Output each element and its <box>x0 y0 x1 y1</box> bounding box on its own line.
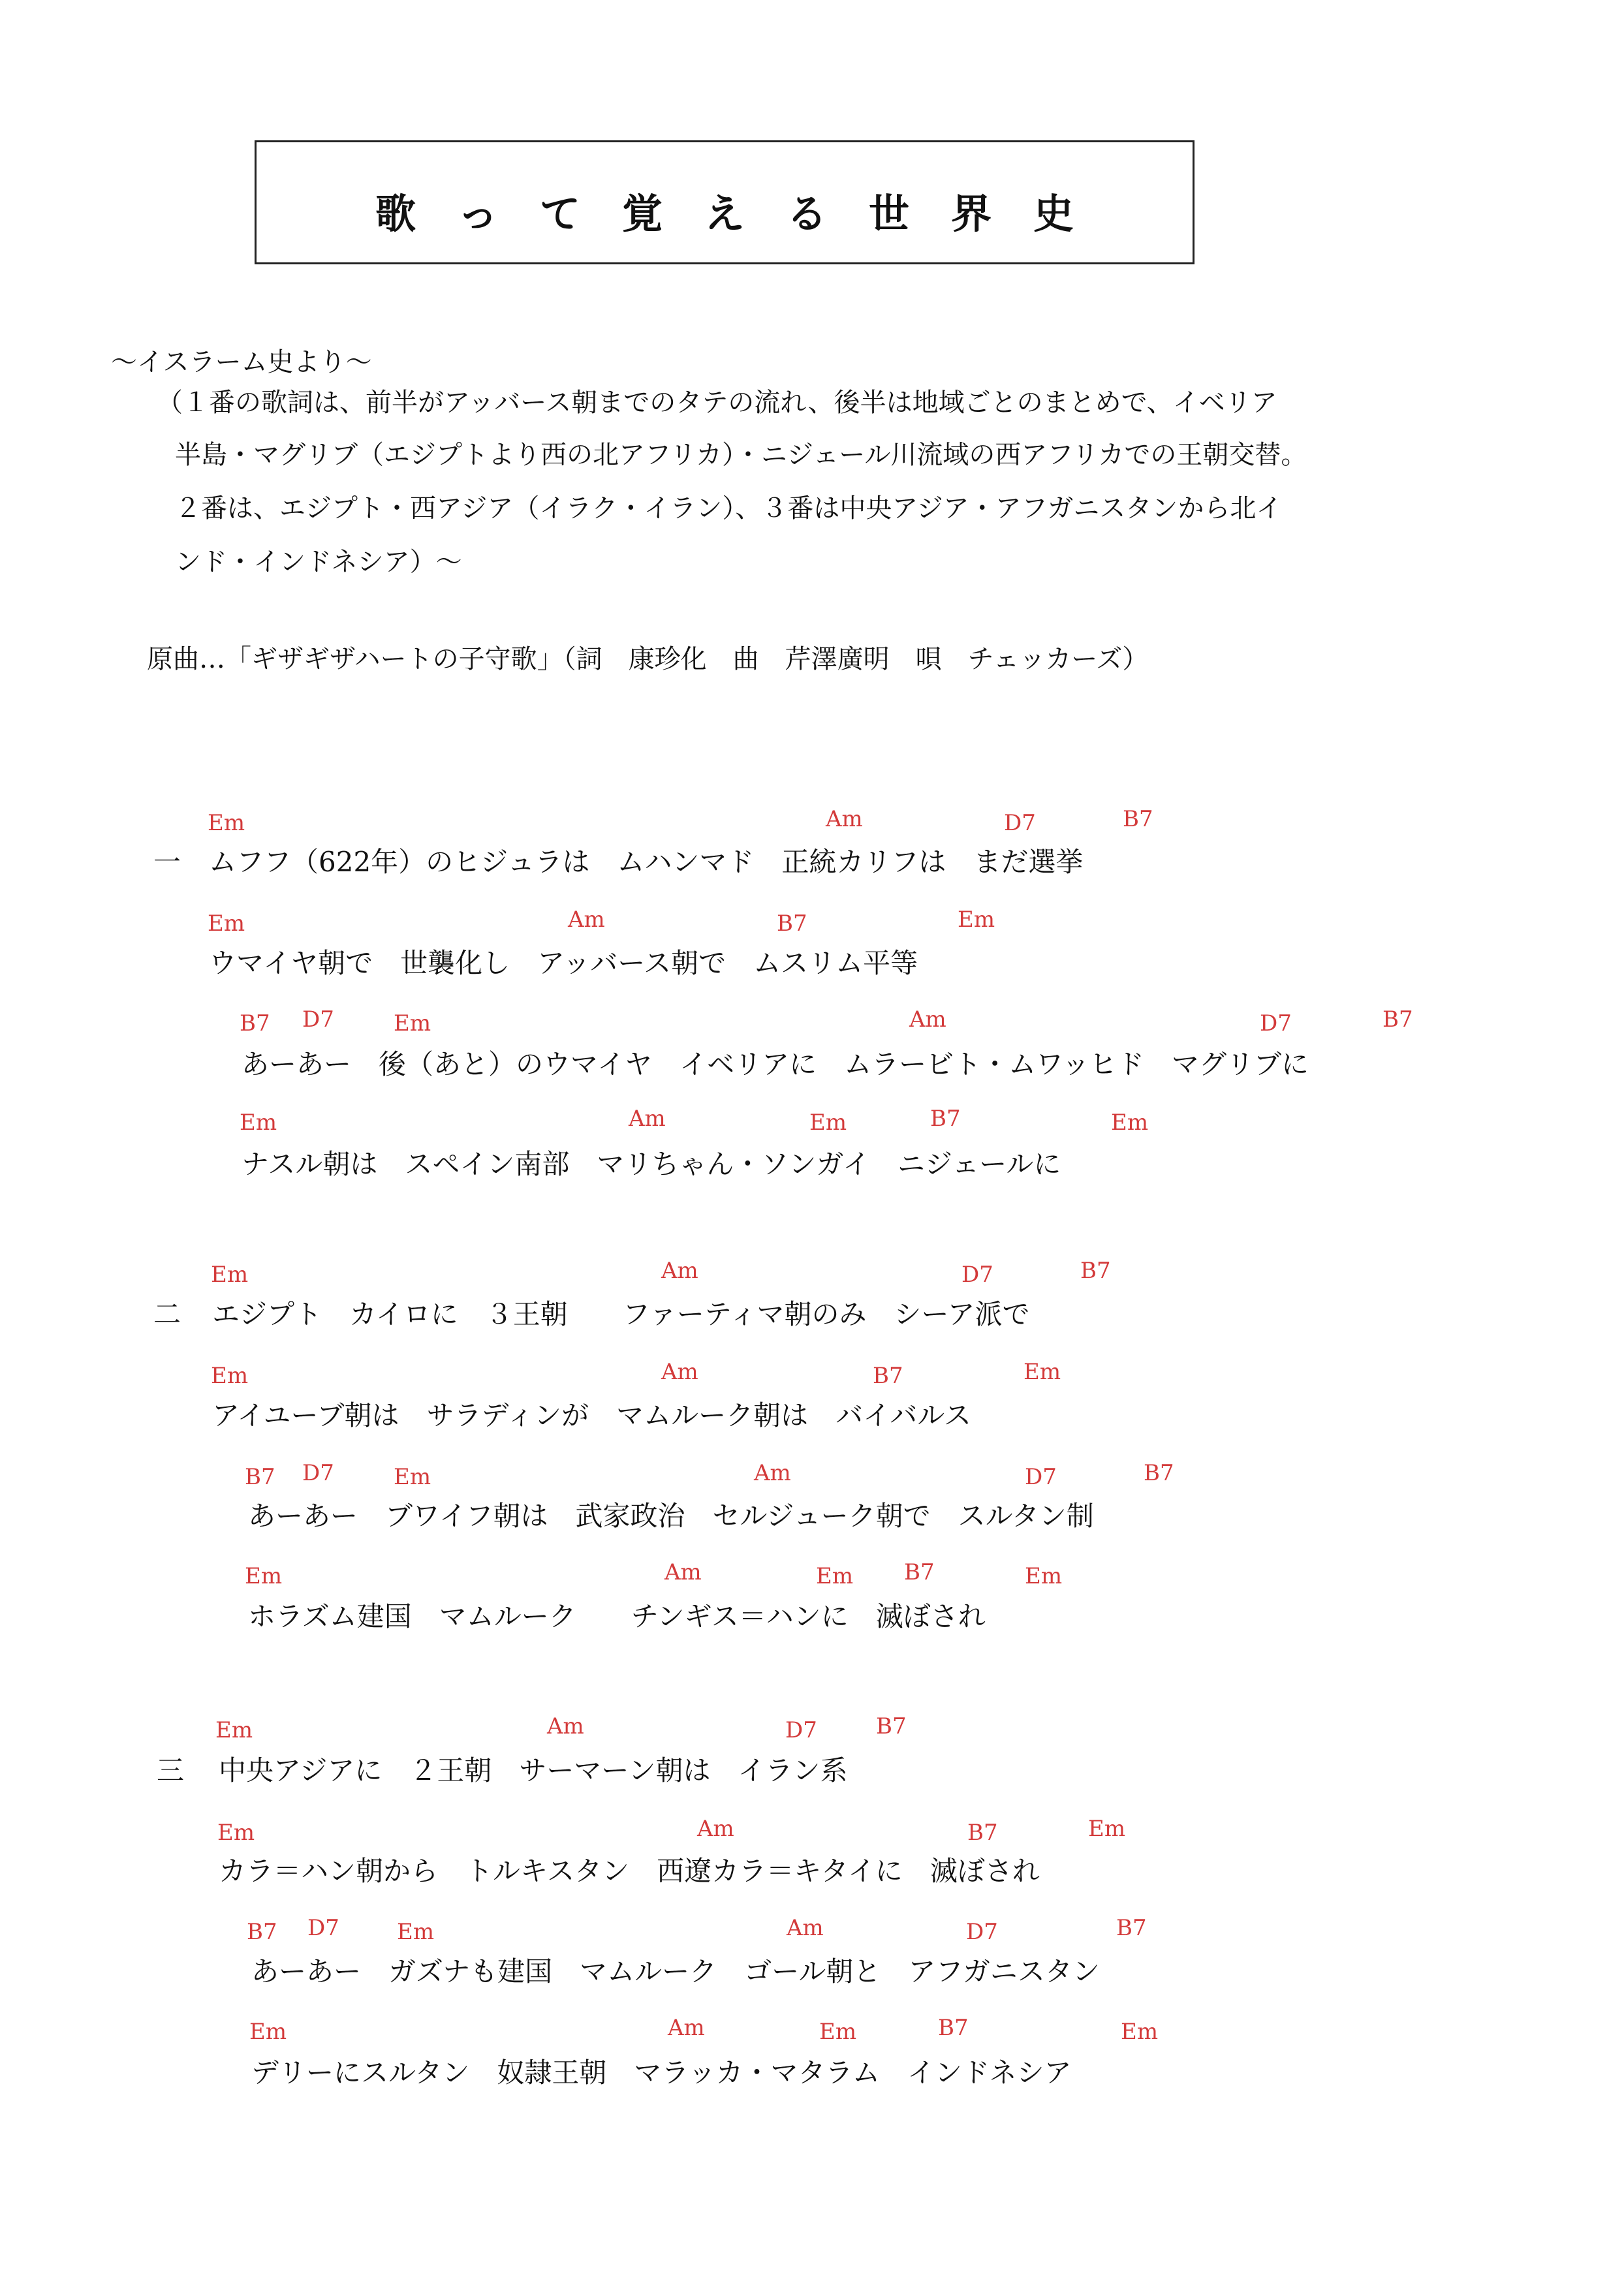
chord-label: D7 <box>1004 810 1036 836</box>
chord-label: B7 <box>904 1559 935 1585</box>
chord-label: Am <box>568 907 605 933</box>
chord-label: B7 <box>1116 1915 1147 1941</box>
chord-label: Em <box>958 907 995 933</box>
chord-label: Em <box>245 1563 283 1589</box>
intro-heading: 〜イスラーム史より〜 <box>111 347 372 377</box>
chord-label: Em <box>208 810 245 836</box>
chord-label: Em <box>1111 1110 1149 1136</box>
chord-label: Em <box>809 1110 847 1136</box>
chord-label: D7 <box>966 1919 998 1945</box>
chord-label: Am <box>547 1713 584 1739</box>
chord-label: Em <box>1023 1359 1061 1385</box>
chord-label: Am <box>787 1915 824 1941</box>
chord-label: B7 <box>876 1713 907 1739</box>
chord-label: Am <box>826 806 863 832</box>
lyric-line: あーあー 後（あと）のウマイヤ イベリアに ムラービト・ムワッヒド マグリブに <box>242 1048 1309 1080</box>
chord-label: D7 <box>302 1460 334 1486</box>
intro-line: ２番は、エジプト・西アジア（イラク・イラン）、３番は中央アジア・アフガニスタンから北イ <box>175 493 1283 523</box>
chord-label: Am <box>668 2015 705 2041</box>
chord-label: D7 <box>302 1006 334 1033</box>
chord-label: Em <box>394 1010 431 1036</box>
chord-label: Am <box>909 1006 946 1033</box>
lyric-line: ムフフ（622年）のヒジュラは ムハンマド 正統カリフは まだ選挙 <box>209 846 1084 878</box>
chord-label: Am <box>661 1359 698 1385</box>
title-box <box>255 140 1195 264</box>
chord-label: D7 <box>961 1262 993 1288</box>
lyric-line: ホラズム建国 マムルーク チンギス＝ハンに 滅ぼされ <box>248 1600 986 1632</box>
intro-line: ンド・インドネシア）〜 <box>175 547 462 577</box>
lyric-line: ウマイヤ朝で 世襲化し アッバース朝で ムスリム平等 <box>209 947 918 979</box>
chord-label: B7 <box>1382 1006 1413 1033</box>
chord-label: B7 <box>967 1820 998 1846</box>
original-song-credit: 原曲…「ギザギザハートの子守歌」（詞 康珍化 曲 芹澤廣明 唄 チェッカーズ） <box>147 644 1149 674</box>
lyric-line: カラ＝ハン朝から トルキスタン 西遼カラ＝キタイに 滅ぼされ <box>219 1855 1040 1887</box>
chord-label: Em <box>397 1919 435 1945</box>
chord-label: B7 <box>240 1010 270 1036</box>
chord-label: Am <box>629 1106 666 1132</box>
chord-label: B7 <box>938 2015 969 2041</box>
chord-label: Am <box>664 1559 702 1585</box>
verse-number: 二 <box>153 1298 181 1330</box>
chord-label: B7 <box>777 910 807 937</box>
chord-label: Em <box>1088 1816 1126 1842</box>
lyric-line: あーあー ガズナも建国 マムルーク ゴール朝と アフガニスタン <box>251 1955 1100 1987</box>
verse-number: 一 <box>153 846 181 878</box>
chord-label: D7 <box>1260 1010 1292 1036</box>
chord-label: B7 <box>1123 806 1153 832</box>
lyric-line: ナスル朝は スペイン南部 マリちゃん・ソンガイ ニジェールに <box>242 1148 1061 1180</box>
chord-label: Em <box>217 1820 255 1846</box>
chord-label: Em <box>394 1464 431 1490</box>
chord-label: D7 <box>785 1717 817 1743</box>
chord-label: Em <box>240 1110 277 1136</box>
lyric-line: アイユーブ朝は サラディンが マムルーク朝は バイバルス <box>212 1399 971 1431</box>
chord-label: Em <box>1121 2019 1159 2045</box>
lyric-line: 中央アジアに ２王朝 サーマーン朝は イラン系 <box>219 1754 848 1786</box>
chord-label: B7 <box>1144 1460 1174 1486</box>
chord-label: Em <box>215 1717 253 1743</box>
chord-label: Am <box>754 1460 791 1486</box>
chord-label: B7 <box>1080 1258 1111 1284</box>
lyric-line: エジプト カイロに ３王朝 ファーティマ朝のみ シーア派で <box>212 1298 1030 1330</box>
chord-label: B7 <box>930 1106 961 1132</box>
chord-label: B7 <box>873 1363 903 1389</box>
chord-label: Em <box>249 2019 287 2045</box>
chord-label: Em <box>211 1363 249 1389</box>
intro-line: （１番の歌詞は、前半がアッバース朝までのタテの流れ、後半は地域ごとのまとめで、イベリア <box>157 388 1277 418</box>
chord-label: Am <box>661 1258 698 1284</box>
lyric-line: あーあー ブワイフ朝は 武家政治 セルジューク朝で スルタン制 <box>248 1500 1094 1532</box>
chord-label: B7 <box>247 1919 277 1945</box>
chord-label: D7 <box>307 1915 339 1941</box>
chord-label: Em <box>816 1563 854 1589</box>
lyric-line: デリーにスルタン 奴隷王朝 マラッカ・マタラム インドネシア <box>251 2057 1072 2089</box>
intro-line: 半島・マグリブ（エジプトより西の北アフリカ）・ニジェール川流域の西アフリカでの王朝交替。 <box>175 440 1307 470</box>
chord-label: Em <box>1025 1563 1063 1589</box>
chord-label: Em <box>211 1262 249 1288</box>
chord-label: Em <box>819 2019 857 2045</box>
chord-label: B7 <box>245 1464 275 1490</box>
chord-label: Em <box>208 910 245 937</box>
verse-number: 三 <box>157 1754 185 1786</box>
chord-label: D7 <box>1025 1464 1057 1490</box>
chord-label: Am <box>697 1816 734 1842</box>
page-title: 歌って覚える世界史 <box>375 190 1116 238</box>
